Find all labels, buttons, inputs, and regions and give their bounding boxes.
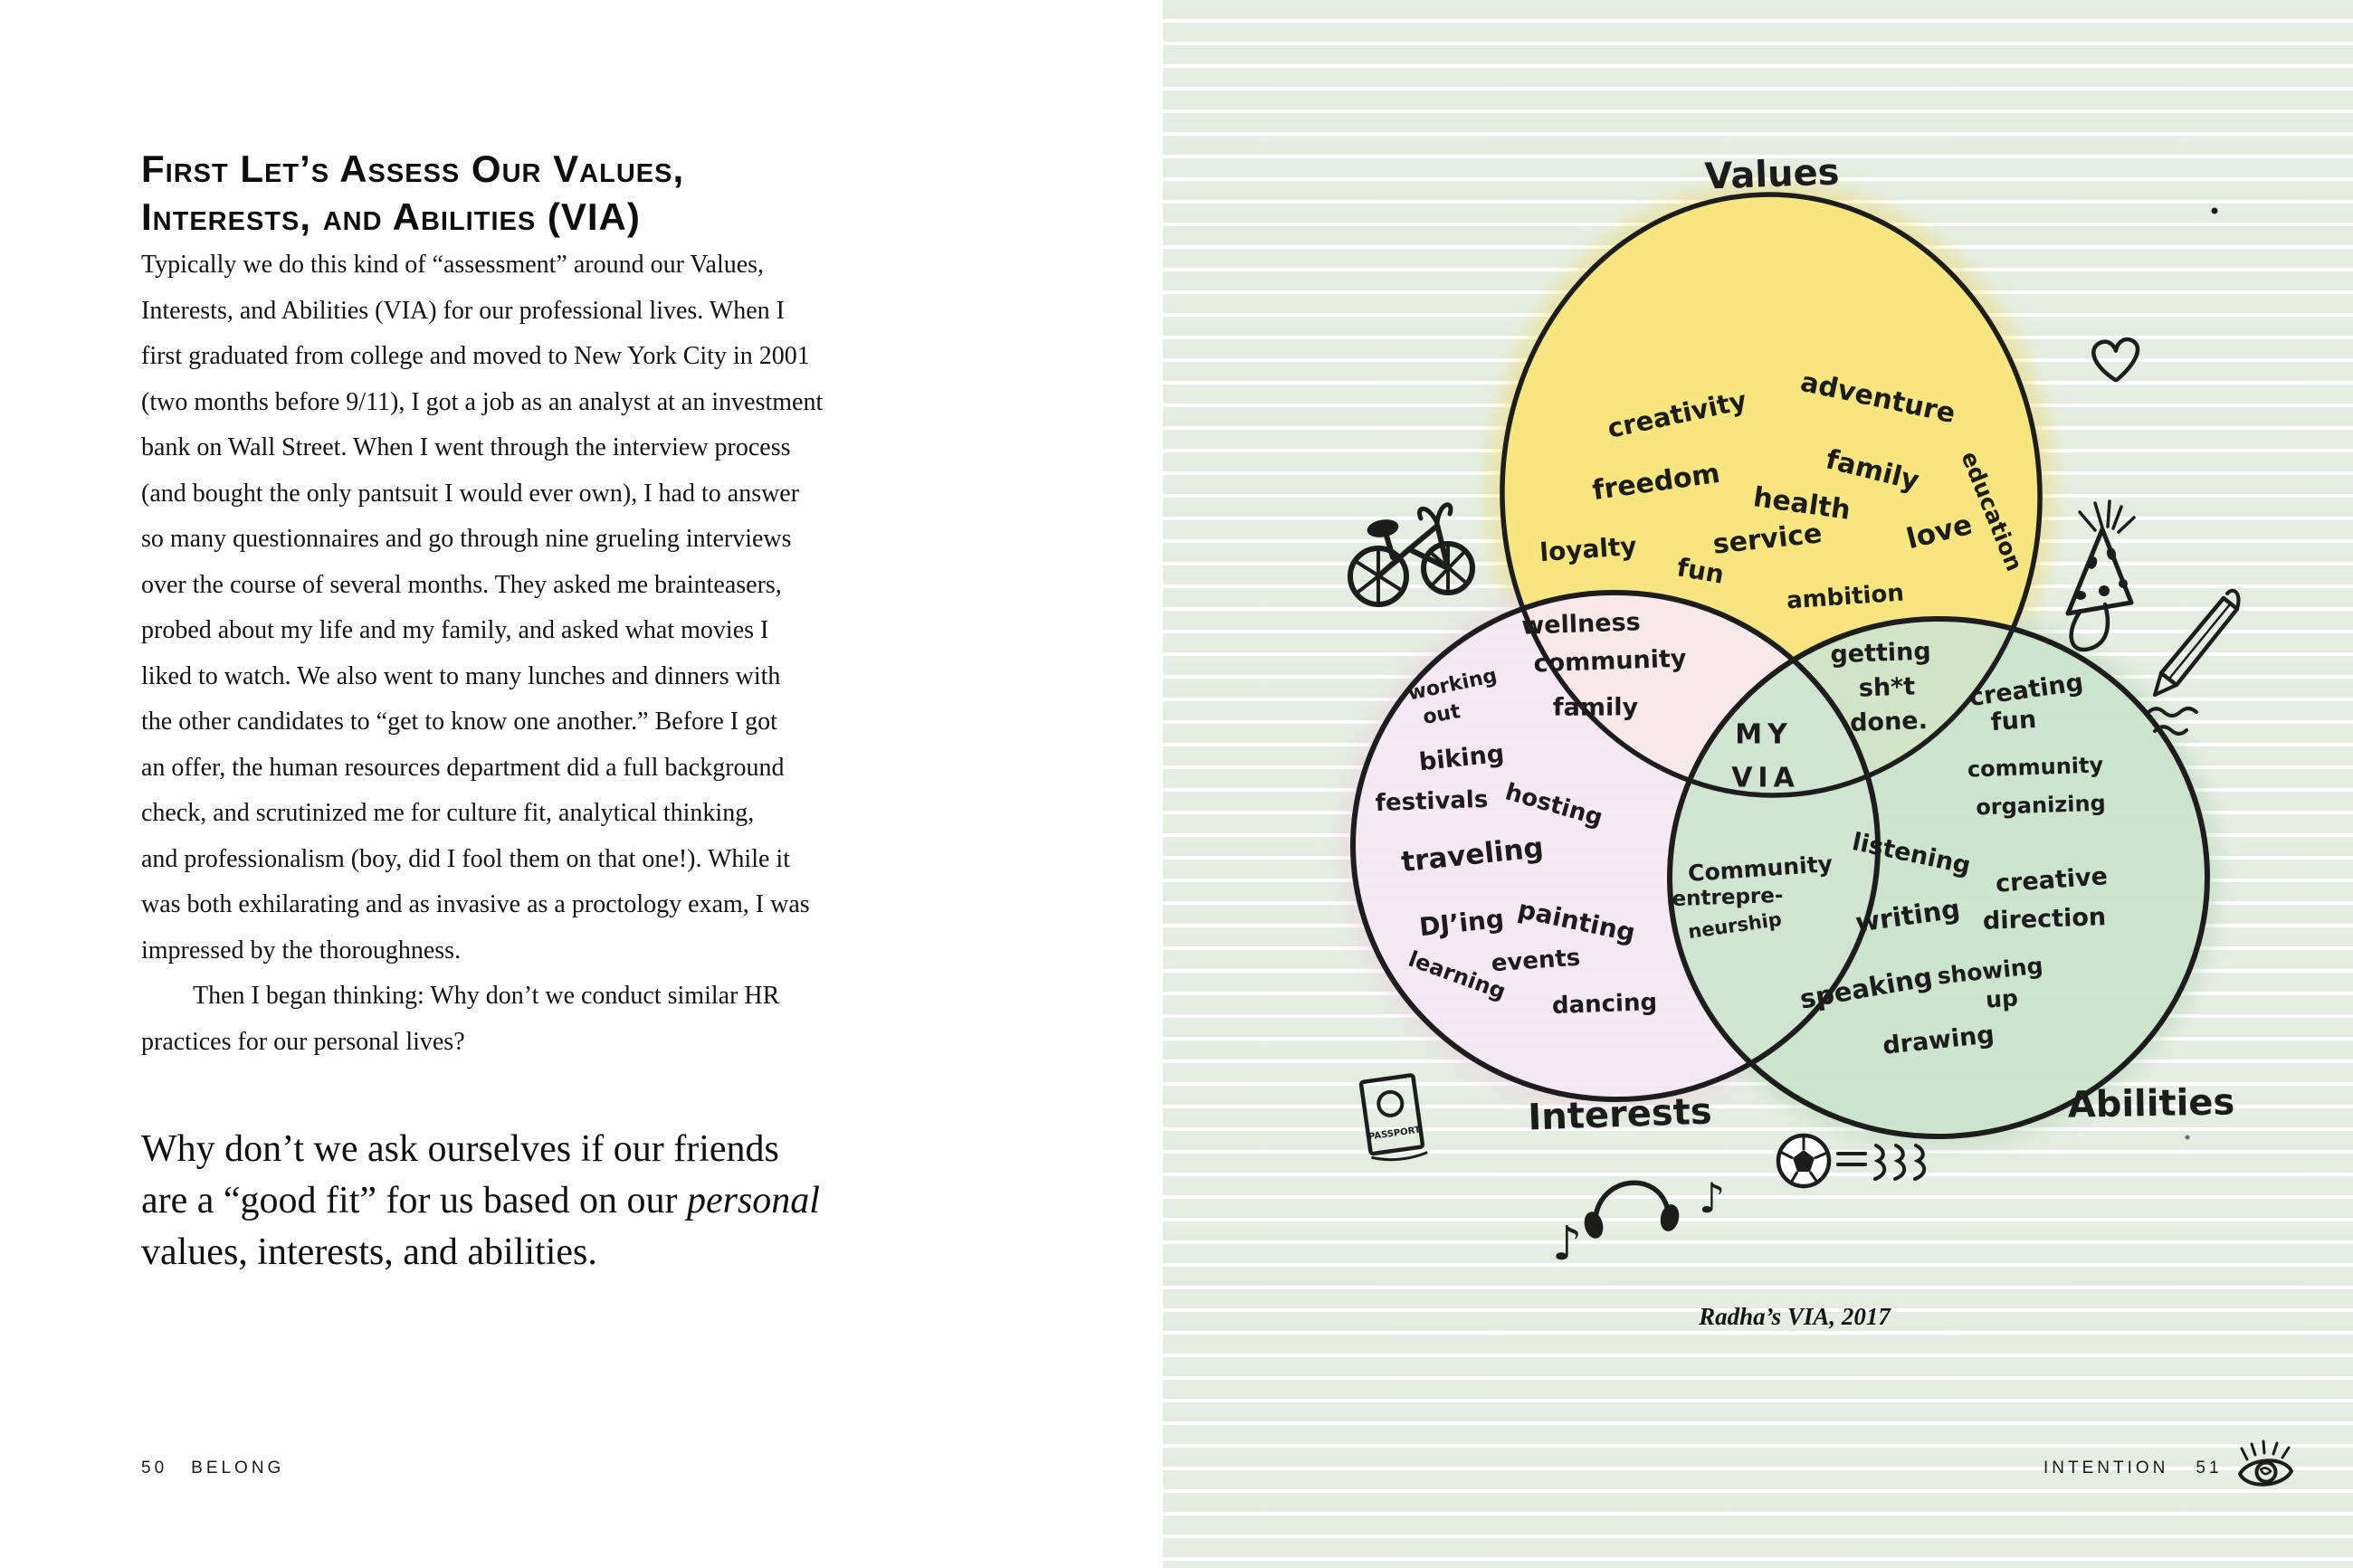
venn-word-label: Values — [1703, 151, 1841, 198]
page-number-left: 50 — [141, 1459, 168, 1478]
body-text-line: Interests, and Abilities (VIA) for our professional lives. When I — [141, 296, 785, 325]
venn-word-values: health — [1751, 481, 1853, 527]
venn-word-values-interests: wellness — [1520, 608, 1642, 641]
venn-word-values: creativity — [1605, 385, 1749, 444]
venn-word-values: adventure — [1797, 366, 1958, 431]
pull-quote — [141, 1124, 956, 1278]
venn-word-values-abilities: getting — [1829, 637, 1932, 670]
footer-left — [141, 1459, 284, 1478]
venn-word-values: education — [1956, 447, 2028, 575]
body-text-line: probed about my life and my family, and asked what movies I — [141, 616, 769, 644]
venn-word-values: fun — [1674, 552, 1727, 590]
footer-right — [2043, 1459, 2241, 1478]
paragraph-2 — [141, 974, 1055, 1065]
venn-word-values: love — [1903, 508, 1976, 556]
venn-word-values: service — [1711, 518, 1824, 561]
page-number-right: 51 — [2196, 1459, 2223, 1478]
venn-word-label: Interests — [1527, 1090, 1713, 1139]
diagram-caption: Radha’s VIA, 2017 — [1699, 1303, 1891, 1330]
body-text-line: (two months before 9/11), I got a job as an analyst at an investment — [141, 387, 824, 416]
venn-word-interests: working — [1405, 664, 1500, 706]
venn-word-abilities: community — [1967, 752, 2104, 783]
body-text-line: so many questionnaires and go through nine grueling interviews — [141, 525, 792, 553]
venn-word-values: ambition — [1786, 579, 1905, 615]
body-text-line: liked to watch. We also went to many lunches and dinners with — [141, 661, 781, 690]
body-text — [141, 242, 1055, 1065]
venn-word-interests-abilities: neurship — [1686, 908, 1784, 944]
body-text-line: was both exhilarating and as invasive as a proctology exam, I was — [141, 890, 810, 918]
body-text-line: an offer, the human resources department did a full background — [141, 753, 785, 782]
venn-word-interests: learning — [1405, 946, 1510, 1005]
venn-word-interests: events — [1490, 944, 1582, 978]
pull-quote-line3: values, interests, and abilities. — [141, 1231, 597, 1273]
body-text-line: Typically we do this kind of “assessment” around our Values, — [141, 251, 765, 279]
svg-text:PASSPORT: PASSPORT — [1367, 1125, 1422, 1143]
venn-word-interests: biking — [1417, 739, 1506, 777]
venn-word-abilities: creative — [1995, 862, 2109, 898]
venn-word-values-interests: community — [1532, 644, 1688, 679]
body-text-line: the other candidates to “get to know one another.” Before I got — [141, 708, 777, 736]
venn-word-interests-abilities: entrepre- — [1672, 883, 1784, 912]
venn-word-abilities: listening — [1849, 828, 1974, 880]
venn-word-interests: traveling — [1399, 831, 1546, 879]
venn-word-abilities: showing — [1936, 952, 2044, 990]
left-page — [0, 0, 1163, 1568]
venn-word-interests: dancing — [1551, 988, 1658, 1021]
paragraph-1 — [141, 242, 1055, 974]
venn-word-values-abilities: sh*t — [1858, 672, 1916, 703]
pull-quote-line1: Why don’t we ask ourselves if our friends — [141, 1128, 779, 1170]
venn-word-label: Abilities — [2067, 1081, 2235, 1126]
venn-word-center: VIA — [1731, 762, 1800, 794]
body-text-line: practices for our personal lives? — [141, 1027, 465, 1056]
venn-word-abilities: direction — [1982, 903, 2107, 936]
venn-word-interests: DJ’ing — [1417, 903, 1506, 943]
venn-word-interests: out — [1421, 700, 1462, 729]
body-text-line: over the course of several months. They asked me brainteasers, — [141, 570, 782, 599]
venn-word-values: loyalty — [1538, 530, 1638, 568]
venn-word-center: MY — [1735, 718, 1793, 751]
body-text-line: (and bought the only pantsuit I would ever own), I had to answer — [141, 479, 800, 508]
body-text-line: bank on Wall Street. When I went through the interview process — [141, 433, 791, 461]
music-note-icon: ♪ — [1552, 1217, 1583, 1271]
page-title — [141, 145, 684, 241]
venn-word-abilities: speaking — [1797, 961, 1935, 1015]
venn-word-abilities: up — [1985, 984, 2019, 1013]
venn-word-values: family — [1822, 443, 1923, 498]
venn-word-abilities: writing — [1853, 893, 1962, 938]
footer-label-left: BELONG — [191, 1459, 285, 1478]
venn-word-interests: painting — [1515, 894, 1638, 948]
music-note-icon: ♪ — [1699, 1174, 1726, 1222]
venn-word-abilities: fun — [1989, 705, 2038, 737]
body-text-line: Then I began thinking: Why don’t we conduct similar HR — [193, 982, 780, 1010]
pull-quote-line2-pre: are a “good fit” for us based on our — [141, 1180, 687, 1221]
pull-quote-italic-word: personal — [686, 1180, 820, 1221]
venn-word-values-interests: family — [1552, 693, 1639, 722]
venn-word-abilities: drawing — [1881, 1021, 1996, 1060]
page-title-line1: First Let’s Assess Our Values, — [141, 147, 685, 190]
venn-word-interests-abilities: Community — [1687, 850, 1834, 888]
right-page — [1163, 0, 2353, 1568]
page-title-line2: Interests, and Abilities (VIA) — [141, 195, 641, 238]
body-text-line: first graduated from college and moved to New York City in 2001 — [141, 342, 810, 370]
body-text-line: and professionalism (boy, did I fool them on that one!). While it — [141, 844, 790, 873]
body-text-line: check, and scrutinized me for culture fit, analytical thinking, — [141, 799, 755, 827]
venn-word-abilities: organizing — [1975, 790, 2107, 821]
pull-quote-line2 — [141, 1175, 956, 1227]
venn-word-abilities: creating — [1967, 668, 2085, 713]
venn-word-interests: festivals — [1375, 785, 1489, 818]
body-text-line: impressed by the thoroughness. — [141, 936, 462, 965]
venn-word-values: freedom — [1590, 457, 1722, 508]
venn-word-interests: hosting — [1501, 778, 1606, 832]
venn-words — [1163, 0, 2353, 1568]
venn-word-values-abilities: done. — [1849, 707, 1929, 737]
footer-label-right: INTENTION — [2043, 1459, 2169, 1478]
